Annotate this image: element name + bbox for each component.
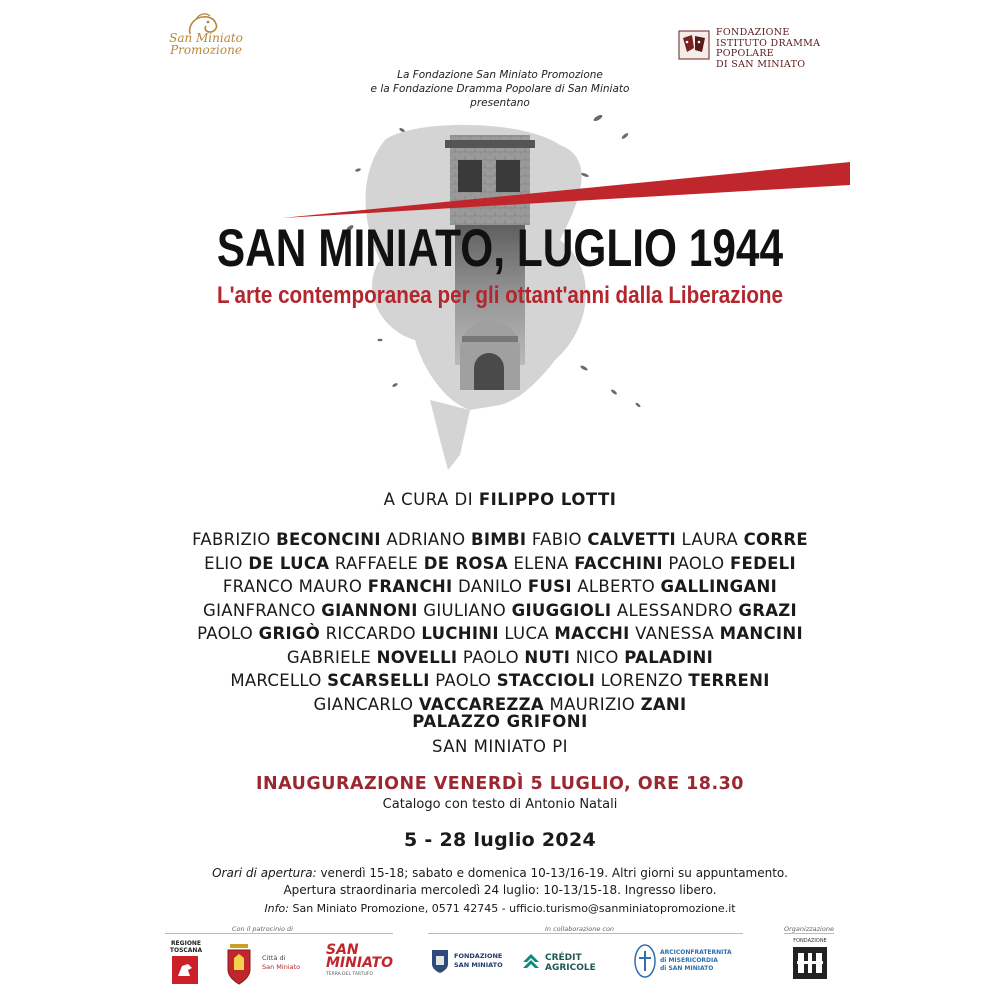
artist-last-name: FUSI xyxy=(527,577,572,596)
artists-line xyxy=(0,552,1000,576)
artist-first-name: FABRIZIO xyxy=(192,530,271,549)
logo-right-line1: FONDAZIONE xyxy=(716,27,790,38)
artist-first-name: VANESSA xyxy=(635,624,715,643)
artist-name xyxy=(197,624,320,643)
artist-first-name: PAOLO xyxy=(668,553,725,573)
artists-line xyxy=(0,622,1000,646)
patronage-rule xyxy=(165,933,393,934)
artist-name xyxy=(335,554,508,573)
artist-last-name: ZANI xyxy=(640,694,687,714)
brand-top: SAN xyxy=(326,942,359,958)
brand-tag: TERRA DEL TARTUFO xyxy=(326,972,373,977)
artist-name xyxy=(314,695,545,714)
artist-last-name: DE ROSA xyxy=(423,553,508,573)
artist-first-name: ELENA xyxy=(513,553,569,573)
misericordia-line3: di SAN MINIATO xyxy=(660,965,714,972)
artist-first-name: RICCARDO xyxy=(325,624,416,643)
artist-name xyxy=(635,624,803,643)
artist-last-name: NOVELLI xyxy=(376,647,458,667)
fondazione-dramma-popolare-logo xyxy=(678,28,848,68)
credit-line2: AGRICOLE xyxy=(545,963,596,973)
artists-line xyxy=(0,575,1000,599)
artist-name xyxy=(577,577,777,596)
organization-logo xyxy=(789,938,831,984)
hours-label: Orari di apertura: xyxy=(212,866,317,880)
info-label: Info: xyxy=(264,902,289,915)
fondazione-cr-logo xyxy=(430,946,510,978)
opening-hours xyxy=(0,865,1000,899)
artist-name xyxy=(668,554,796,573)
artist-first-name: ELIO xyxy=(204,553,243,573)
collaboration-rule xyxy=(428,933,743,934)
artist-name xyxy=(504,624,629,643)
artist-name xyxy=(204,554,329,573)
artist-first-name: GABRIELE xyxy=(286,647,372,667)
artist-name xyxy=(513,554,662,573)
venue-city: SAN MINIATO PI xyxy=(431,737,569,756)
artist-name xyxy=(192,530,381,549)
regione-toscana-logo xyxy=(168,940,204,984)
artists-line xyxy=(0,528,1000,552)
artists-line xyxy=(0,599,1000,623)
artist-last-name: STACCIOLI xyxy=(496,671,596,690)
presenters-line2: e la Fondazione Dramma Popolare di San Miniato xyxy=(370,83,630,95)
patronage-label: Con il patrocinio di xyxy=(232,925,293,933)
artist-last-name: FRANCHI xyxy=(367,577,453,596)
main-title: SAN MINIATO, LUGLIO 1944 xyxy=(216,219,784,278)
inauguration-line: INAUGURAZIONE VENERDÌ 5 LUGLIO, ORE 18.30 xyxy=(256,774,744,794)
artist-name xyxy=(617,601,797,620)
fondazione-cr-line1: FONDAZIONE xyxy=(454,952,503,960)
regione-line1: REGIONE xyxy=(170,940,202,947)
catalog-line: Catalogo con testo di Antonio Natali xyxy=(382,797,618,812)
curator-prefix: A CURA DI xyxy=(383,490,474,509)
artist-first-name: LORENZO xyxy=(600,671,683,690)
organization-rule xyxy=(784,933,834,934)
misericordia-line2: di MISERICORDIA xyxy=(660,957,718,964)
artist-name xyxy=(326,624,499,643)
artist-name xyxy=(230,671,429,690)
artist-name xyxy=(458,577,572,596)
info-line xyxy=(0,902,1000,915)
artist-first-name: GIANCARLO xyxy=(313,694,414,714)
artist-name xyxy=(532,530,676,549)
artist-first-name: MAURIZIO xyxy=(549,694,636,714)
artist-last-name: GIUGGIOLI xyxy=(511,600,612,620)
artist-last-name: TERRENI xyxy=(688,671,770,690)
artist-last-name: MACCHI xyxy=(554,624,630,643)
coat-of-arms-icon xyxy=(222,940,256,986)
misericordia-line1: ARCICONFRATERNITA xyxy=(660,949,732,956)
artists-list xyxy=(0,528,1000,716)
venue-name: PALAZZO GRIFONI xyxy=(412,712,588,731)
artist-first-name: LUCA xyxy=(504,624,549,643)
logo-left-line2: Promozione xyxy=(170,43,242,57)
citta-line1: Città di xyxy=(262,954,286,962)
presenters-line3: presentano xyxy=(470,97,530,109)
artist-last-name: BIMBI xyxy=(470,530,527,549)
artist-last-name: PALADINI xyxy=(624,647,714,667)
artist-last-name: FEDELI xyxy=(729,553,796,573)
artist-name xyxy=(435,671,595,690)
san-miniato-promozione-logo xyxy=(160,12,250,67)
brand-bottom: MINIATO xyxy=(326,955,394,971)
artist-last-name: DE LUCA xyxy=(248,553,330,573)
artist-name xyxy=(203,601,418,620)
exhibition-dates: 5 - 28 luglio 2024 xyxy=(403,829,596,851)
hours-line2: Apertura straordinaria mercoledì 24 luglio: 10-13/15-18. Ingresso libero. xyxy=(283,883,717,897)
artist-last-name: VACCAREZZA xyxy=(418,694,544,714)
artist-name xyxy=(423,601,611,620)
fondazione-shield-icon xyxy=(430,948,450,974)
credit-agricole-logo xyxy=(521,950,611,976)
artist-first-name: GIULIANO xyxy=(423,600,507,620)
misericordia-emblem-icon xyxy=(634,944,656,978)
artist-name xyxy=(287,648,457,667)
artist-last-name: GRIGÒ xyxy=(258,624,321,643)
org-logo-label: FONDAZIONE xyxy=(793,938,827,944)
citta-san-miniato-logo xyxy=(222,940,312,988)
artist-last-name: GRAZI xyxy=(738,600,797,620)
pegasus-flag-icon xyxy=(168,956,202,984)
subtitle: L'arte contemporanea per gli ottant'anni dalla Liberazione xyxy=(216,282,784,309)
artist-first-name: ADRIANO xyxy=(386,530,466,549)
citta-line2: San Miniato xyxy=(262,963,301,971)
artist-first-name: PAOLO xyxy=(462,647,519,667)
credit-agricole-mark-icon xyxy=(521,952,541,972)
theater-building-icon xyxy=(791,945,829,981)
artist-first-name: GIANFRANCO xyxy=(203,600,316,620)
logo-right-line3: DI SAN MINIATO xyxy=(716,58,806,70)
curator-line xyxy=(0,490,1000,509)
logo-right-line2: ISTITUTO DRAMMA POPOLARE xyxy=(716,37,821,59)
curator-name: FILIPPO LOTTI xyxy=(478,490,617,509)
artist-last-name: BECONCINI xyxy=(276,530,381,549)
artist-last-name: FACCHINI xyxy=(574,553,663,573)
artist-first-name: ALBERTO xyxy=(577,577,655,596)
artist-name xyxy=(223,577,453,596)
artist-last-name: GIANNONI xyxy=(321,600,418,620)
san-miniato-brand-logo xyxy=(326,942,394,984)
artist-name xyxy=(386,530,526,549)
artist-last-name: MANCINI xyxy=(719,624,803,643)
artist-first-name: NICO xyxy=(575,647,619,667)
misericordia-logo xyxy=(634,944,744,980)
artist-name xyxy=(550,695,687,714)
collaboration-label: In collaborazione con xyxy=(545,925,615,933)
artist-name xyxy=(576,648,713,667)
organization-label: Organizzazione xyxy=(784,925,834,933)
artist-name xyxy=(682,530,808,549)
artist-first-name: ALESSANDRO xyxy=(616,600,733,620)
logo-left-line1: San Miniato xyxy=(169,31,243,45)
artist-last-name: CALVETTI xyxy=(587,530,676,549)
artist-first-name: FABIO xyxy=(531,530,582,549)
info-text: San Miniato Promozione, 0571 42745 - ufficio.turismo@sanminiatopromozione.it xyxy=(292,902,736,915)
fondazione-cr-line2: SAN MINIATO xyxy=(454,961,503,969)
artist-last-name: LUCHINI xyxy=(421,624,499,643)
credit-line1: CRÉDIT xyxy=(545,953,582,963)
artist-name xyxy=(601,671,770,690)
artist-first-name: RAFFAELE xyxy=(334,553,419,573)
artist-first-name: MARCELLO xyxy=(230,671,322,690)
artist-first-name: LAURA xyxy=(681,530,739,549)
artist-first-name: PAOLO xyxy=(197,624,254,643)
artist-name xyxy=(463,648,570,667)
presenters-line1: La Fondazione San Miniato Promozione xyxy=(397,69,603,81)
artist-first-name: DANILO xyxy=(458,577,523,596)
artists-line xyxy=(0,669,1000,693)
artist-first-name: FRANCO MAURO xyxy=(222,577,363,596)
artist-last-name: CORRE xyxy=(743,530,808,549)
hours-line1: venerdì 15-18; sabato e domenica 10-13/16-19. Altri giorni su appuntamento. xyxy=(320,866,788,880)
artists-line xyxy=(0,646,1000,670)
artist-last-name: NUTI xyxy=(524,647,571,667)
theater-mask-icon xyxy=(678,30,710,60)
regione-line2: TOSCANA xyxy=(169,947,203,954)
artist-first-name: PAOLO xyxy=(435,671,492,690)
artist-last-name: SCARSELLI xyxy=(327,671,430,690)
artist-last-name: GALLINGANI xyxy=(660,577,778,596)
